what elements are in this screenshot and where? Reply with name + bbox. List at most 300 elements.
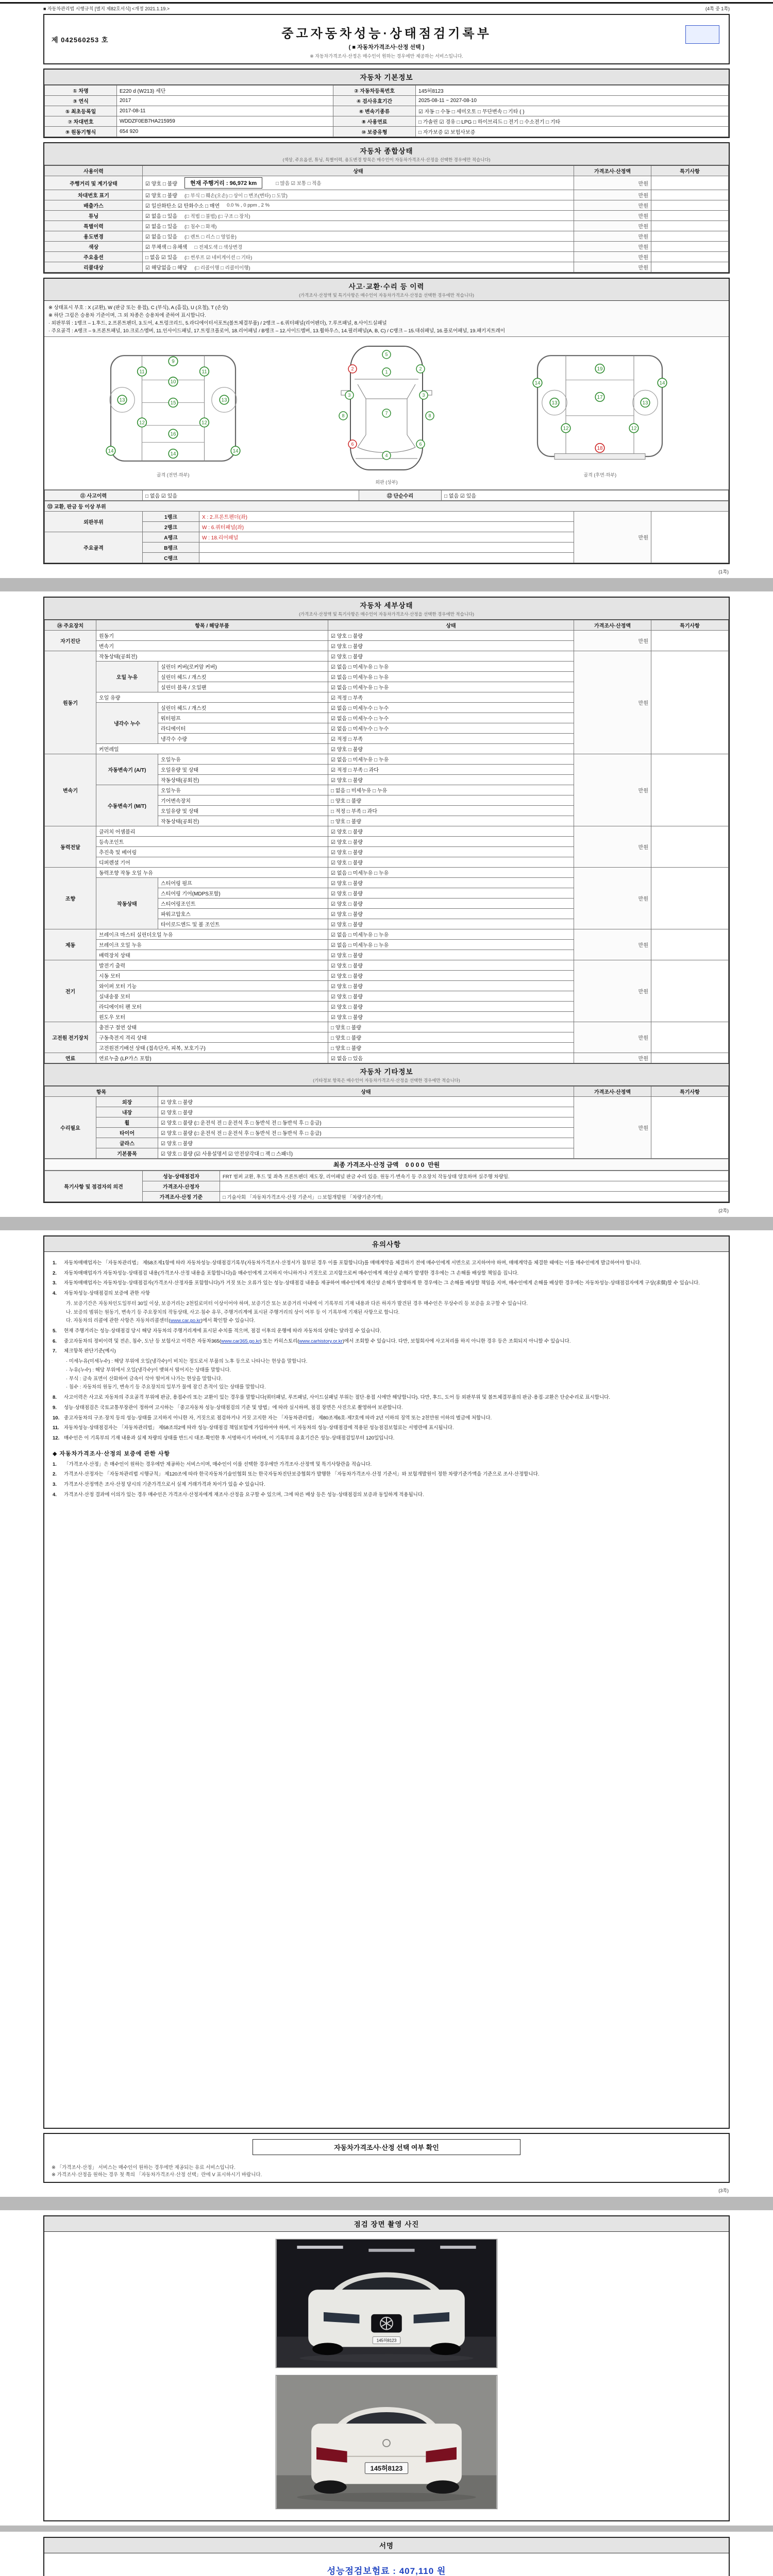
final-price-line [45, 1159, 729, 1171]
checkbox-options[interactable]: ☑ 없음 □ 있음 [145, 224, 177, 230]
car-diagrams [44, 337, 729, 490]
note-cell [651, 211, 729, 221]
item-label: 등속조인트 [96, 837, 328, 847]
outer-panel-label: 외판부위 [45, 512, 143, 532]
table-row [45, 754, 729, 765]
rear-frame-diagram [515, 349, 685, 468]
field-label: ② 자동차등록번호 [333, 86, 416, 96]
state-options [145, 253, 571, 261]
price-appraisal-select-section [43, 2133, 730, 2183]
notice-item [53, 1492, 720, 1499]
item-label: 오일누유 [158, 785, 328, 795]
item-label: 디퍼렌셜 기어 [96, 857, 328, 868]
section-title: 사고·교환·수리 등 이력 [348, 283, 425, 291]
section-note: (색상, 주요옵션, 튜닝, 특별이력, 용도변경 항목은 매수인이 자동차가격조사·산정을 선택한 경우에만 적습니다) [282, 157, 491, 162]
price-cell: 만원 [574, 221, 651, 231]
signature-section [43, 2537, 730, 2576]
part-number: 17 [597, 394, 603, 400]
item-label: 추진축 및 베어링 [96, 847, 328, 857]
notice-sub-text: · 미세누유(미세누수) : 해당 부위에 오일(냉각수)이 비치는 정도로서 부품의 노후 등으로 나타나는 현상을 말합니다. [66, 1359, 308, 1365]
notice-text: 매수인은 이 기록부의 기재 내용과 실제 차량의 상태를 반드시 대조·확인한 후 서명하시기 바라며, 이 기록부의 유효기간은 성능·상태점검일부터 120일입니다. [64, 1435, 395, 1441]
checkbox-group[interactable]: ☑ 양호 □ 불량 [328, 775, 574, 785]
notice-text: 자동차매매업자는 자동차성능·상태점검자(가격조사·산정자를 포함합니다)가 거짓 또는 오류가 있는 성능·상태점검 내용을 제공하여 매수인에게 재산상 손해가 발생하게 한 경우에는 그 손해를 배상할 책임을 지며, 매수인에게 손해를 배상한 경우에는 자동차성능·상태점검자에게 구상(求償)할 수 있습니다. [64, 1280, 700, 1286]
checkbox-options[interactable]: □ 없음 ☑ 있음 [145, 255, 177, 261]
part-number: 9 [171, 359, 175, 364]
item-label: 브레이크 마스터 실린더오일 누유 [96, 929, 328, 940]
legend-note: ※ 하단 그림은 승용차 기준이며, 그 외 차종은 승용차에 준하여 표시합니다. [48, 313, 206, 318]
note-cell [651, 754, 729, 826]
item-label: 기어변속장치 [158, 795, 328, 806]
detail-status-table [44, 620, 729, 1063]
checkbox-sub-options[interactable]: □ 전체도색 □ 색상변경 [194, 244, 243, 250]
section-title: 자동차 세부상태 [360, 602, 413, 609]
checkbox-group[interactable]: ☑ 양호 □ 불량 [328, 857, 574, 868]
price-cell: 만원 [574, 512, 651, 563]
note-cell [651, 176, 729, 190]
part-number: 12 [631, 425, 637, 431]
notice-text: 성능·상태점검은 국토교통부장관이 정하여 고시하는 「중고자동차 성능·상태점검의 기준 및 방법」에 따라 실시하며, 점검 장면은 사진으로 촬영하여 보관합니다. [64, 1404, 403, 1411]
table-row [45, 106, 729, 116]
external-link[interactable]: www.car.go.kr [170, 1318, 201, 1324]
rank-note-frame: · 주요골격 : A랭크 – 9.프론트패널, 10.크로스멤버, 11.인사이드패널, 17.트렁크플로어, 18.리어패널 / B랭크 – 12.사이드멤버, 13.휠하우스, 14.필러패널(A, B, C) / C랭크 – 15.대쉬패널, 16.플로어패널, 19.패키지트레이 [48, 328, 506, 334]
part-number: 2 [351, 366, 354, 371]
checkbox-sub-options[interactable]: (□ 침수 □ 화재) [184, 224, 217, 230]
checkbox-group[interactable]: ☑ 없음 □ 미세누수 □ 누수 [328, 723, 574, 734]
checkbox-group[interactable]: □ 자가보증 ☑ 보험사보증 [416, 127, 729, 137]
checkbox-sub-options[interactable]: 0.0 % , 0 ppm , 2 % [227, 202, 270, 208]
photo-rear-view [276, 2375, 497, 2509]
page-end-marker: (1쪽) [718, 569, 729, 574]
rank-value: W : 6.쿼터패널(좌) [199, 522, 574, 532]
item-label: 스티어링 펌프 [158, 878, 328, 888]
state-options [145, 263, 571, 271]
notice-item [53, 1404, 720, 1412]
checkbox-group[interactable]: □ 없음 □ 미세누유 □ 누유 [328, 785, 574, 795]
use-history-label: 색상 [45, 242, 143, 252]
field-label: ④ 검사유효기간 [333, 96, 416, 106]
checkbox-group[interactable]: ☑ 양호 □ 불량 [328, 878, 574, 888]
table-row [45, 262, 729, 273]
notice-item [53, 1415, 720, 1422]
etc-title-bar [44, 1063, 729, 1086]
item-label: 스티어링 기어(MDPS포함) [158, 888, 328, 899]
price-cell: 만원 [574, 200, 651, 211]
state-options [145, 243, 571, 250]
field-label: ⑥ 변속기종류 [333, 106, 416, 116]
notice-number: 5. [53, 1328, 57, 1334]
checkbox-group[interactable]: ☑ 양호 □ 불량 [328, 909, 574, 919]
table-row [45, 512, 729, 522]
checkbox-options[interactable]: ☑ 무채색 □ 유채색 [145, 245, 188, 250]
notice-text: 중고자동차의 구조·장치 등의 성능·상태를 고지하지 아니한 자, 거짓으로 점검하거나 거짓 고지한 자는 「자동차관리법」 제80조제6호·제7호에 따라 2년 이하의 징역 또는 2천만원 이하의 벌금에 처합니다. [64, 1415, 492, 1421]
rank-value: X : 2.프론트펜더(좌) [199, 512, 574, 522]
comprehensive-table [44, 165, 729, 273]
price-cell: 만원 [574, 190, 651, 200]
checkbox-group[interactable]: □ 양호 □ 불량 [328, 1032, 574, 1043]
checkbox-group[interactable]: ☑ 적정 □ 부족 [328, 734, 574, 744]
table-row [45, 929, 729, 940]
form-reference-row [43, 5, 730, 12]
item-label: 작동상태(공회전) [96, 651, 328, 662]
checkbox-group[interactable] [143, 262, 574, 273]
item-label: 와이퍼 모터 기능 [96, 981, 328, 991]
checkbox-group[interactable]: ☑ 양호 □ 불량 (☑ 사용설명서 ☑ 안전삼각대 □ 잭 □ 스패너) [158, 1148, 574, 1159]
checkbox-group[interactable]: ☑ 없음 □ 미세누유 □ 누유 [328, 672, 574, 682]
rank-label: B랭크 [143, 543, 199, 553]
note-cell [651, 1022, 729, 1053]
checkbox-group[interactable]: □ 양호 □ 불량 [328, 1022, 574, 1032]
field-value: 2017-08-11 [117, 106, 333, 116]
repair-label: ⑫ 단순수리 [359, 490, 442, 501]
license-plate-front: 145허8123 [376, 2338, 397, 2343]
note-cell [651, 651, 729, 754]
device-label: 자기진단 [45, 631, 96, 651]
checkbox-group[interactable]: ☑ 없음 □ 미세누유 □ 누유 [328, 868, 574, 878]
opinion-label: 특기사항 및 점검자의 의견 [45, 1171, 143, 1202]
checkbox-group[interactable]: ☑ 양호 □ 불량 [158, 1097, 574, 1107]
part-number: 13 [551, 400, 558, 406]
rank-label: C랭크 [143, 553, 199, 563]
table-row [45, 631, 729, 641]
checkbox-group[interactable]: ☑ 없음 □ 미세누수 □ 누수 [328, 703, 574, 713]
part-number: 15 [170, 400, 176, 406]
checkbox-group[interactable] [143, 252, 574, 262]
device-label: 고전원 전기장치 [45, 1022, 96, 1053]
notice-text: 현재 주행거리는 성능·상태점검 당시 해당 자동차의 주행거리계에 표시된 수치를 적으며, 점검 이후의 운행에 따라 자동차의 상태는 달라질 수 있습니다. [64, 1328, 381, 1334]
checkbox-group[interactable]: ☑ 양호 □ 불량 [158, 1107, 574, 1117]
accident-flags-table [44, 490, 729, 501]
photo-front-view [276, 2239, 497, 2368]
notice-item [53, 1280, 720, 1287]
part-number: 5 [385, 352, 388, 357]
rank-label: A랭크 [143, 532, 199, 543]
note-cell [651, 631, 729, 651]
checkbox-group[interactable]: ☑ 양호 □ 불량 [328, 631, 574, 641]
notice-number: 2. [53, 1270, 57, 1276]
use-history-label: 리콜대상 [45, 262, 143, 273]
table-row [45, 190, 729, 200]
device-label: 연료 [45, 1053, 96, 1063]
checkbox-group[interactable]: ☑ 양호 □ 불량 [328, 641, 574, 651]
part-number: 11 [201, 368, 207, 375]
notice-number: 9. [53, 1404, 57, 1411]
checkbox-group[interactable]: □ 없음 ☑ 있음 [442, 490, 729, 501]
checkbox-group[interactable]: ☑ 양호 □ 불량 [328, 981, 574, 991]
checkbox-options[interactable]: ☑ 없음 □ 있음 [145, 214, 177, 219]
checkbox-group[interactable]: ☑ 양호 □ 불량 [328, 651, 574, 662]
external-link[interactable]: www.car365.go.kr [221, 1338, 260, 1344]
checkbox-group[interactable]: ☑ 없음 □ 있음 [328, 1053, 574, 1063]
col-state: 상태 [158, 1087, 574, 1097]
checkbox-group[interactable]: ☑ 양호 □ 불량 (□ 운전석 전 □ 운전석 후 □ 동반석 전 □ 동반석 후 □ 응급) [158, 1128, 574, 1138]
notice-number: 4. [53, 1291, 57, 1297]
price-cell: 만원 [574, 1053, 651, 1063]
checkbox-group[interactable]: ☑ 양호 □ 불량 [328, 1002, 574, 1012]
checkbox-group[interactable] [143, 176, 574, 190]
item-label: 실내송풍 모터 [96, 991, 328, 1002]
notice-title-bar [44, 1236, 729, 1252]
notice-number: 4. [53, 1492, 57, 1498]
rank-value: W : 18.리어패널 [199, 532, 574, 543]
checkbox-group[interactable]: ☑ 양호 □ 불량 [328, 1012, 574, 1022]
state-options [145, 177, 571, 189]
part-number: 12 [139, 419, 145, 426]
item-label: 스티어링조인트 [158, 899, 328, 909]
price-cell: 만원 [574, 242, 651, 252]
item-label: 윈도우 모터 [96, 1012, 328, 1022]
part-number: 14 [232, 448, 239, 454]
note-cell [651, 242, 729, 252]
top-divider [0, 2, 773, 4]
table-row [45, 1053, 729, 1063]
part-number: 12 [201, 419, 207, 426]
table-row [45, 116, 729, 127]
part-number: 14 [659, 380, 665, 386]
notice-item [53, 1461, 720, 1469]
checkbox-group[interactable]: ☑ 양호 □ 불량 [328, 971, 574, 981]
checkbox-group[interactable]: ☑ 양호 □ 불량 [158, 1138, 574, 1148]
notice-text: 「가격조사·산정」은 매수인이 원하는 경우에만 제공하는 서비스이며, 매수인이 이를 선택한 경우에만 가격조사·산정액 및 특기사항란을 적습니다. [64, 1461, 372, 1467]
comprehensive-status-section [43, 142, 730, 274]
notice-number: 1. [53, 1260, 57, 1266]
license-plate-rear: 145허8123 [370, 2464, 403, 2472]
note-cell [651, 262, 729, 273]
table-row [45, 96, 729, 106]
state-code-legend [44, 301, 729, 337]
comprehensive-title-bar [44, 143, 729, 165]
checkbox-group[interactable]: ☑ 없음 □ 미세누유 □ 누유 [328, 682, 574, 692]
rank-note-outer: · 외판부위 : 1랭크 – 1.후드, 2.프론트펜더, 3.도어, 4.트렁크리드, 5.라디에이터서포트(볼트체결부품) / 2랭크 – 6.쿼터패널(리어펜더), 7.루프패널, 8.사이드실패널 [48, 320, 387, 326]
notice-number: 10. [53, 1415, 60, 1421]
checkbox-group[interactable]: □ 기술사회 「자동차가격조사·산정 기준서」 □ 보험개발원 「차량기준가액」 [220, 1192, 729, 1202]
rank-label: 1랭크 [143, 512, 199, 522]
checkbox-options[interactable]: ☑ 일산화탄소 ☑ 탄화수소 □ 매연 [145, 204, 220, 209]
item-label: 내장 [96, 1107, 158, 1117]
diagram-caption: 골격 (전면·하부) [156, 472, 190, 478]
checkbox-group[interactable]: ☑ 양호 □ 불량 [328, 744, 574, 754]
diagram-rear-frame [515, 349, 685, 478]
table-row [45, 221, 729, 231]
checkbox-group[interactable]: ☑ 양호 □ 불량 [328, 826, 574, 837]
checkbox-group[interactable]: ☑ 없음 □ 미세누유 □ 누유 [328, 754, 574, 765]
device-label: 원동기 [45, 651, 96, 754]
rank-label: 2랭크 [143, 522, 199, 532]
notice-sub-text: 다. 자동차의 리콜에 관한 사항은 자동차리콜센터(www.car.go.kr)에서 확인할 수 있습니다. [66, 1318, 256, 1324]
select-note-line: ※ 가격조사·산정을 원하는 경우 첫 쪽의 「자동차가격조사·산정 선택」란에 V 표시하시기 바랍니다. [52, 2172, 262, 2178]
price-cell: 만원 [574, 1097, 651, 1159]
checkbox-group[interactable]: ☑ 양호 □ 불량 [328, 899, 574, 909]
section-divider-band [0, 1217, 773, 1230]
section-note: (가격조사·산정액 및 특기사항은 매수인이 자동차가격조사·산정을 선택한 경우에만 적습니다) [299, 612, 474, 617]
checkbox-options[interactable]: ☑ 양호 □ 불량 [145, 193, 177, 199]
checkbox-sub-options[interactable]: □ 많음 ☑ 보통 □ 적음 [276, 181, 322, 187]
field-value: WDDZF0EB7HA215959 [117, 116, 333, 127]
checkbox-group[interactable]: □ 가솔린 ☑ 경유 □ LPG □ 하이브리드 □ 전기 □ 수소전기 □ 기타 [416, 116, 729, 127]
final-price-row [45, 1159, 729, 1171]
checkbox-group[interactable]: ☑ 양호 □ 불량 [328, 847, 574, 857]
main-frame-label: 주요골격 [45, 532, 143, 563]
price-cell: 만원 [574, 868, 651, 929]
checkbox-group[interactable]: ☑ 없음 □ 미세누유 □ 누유 [328, 929, 574, 940]
exchange-panel-table [44, 501, 729, 563]
checkbox-group[interactable]: ☑ 양호 □ 불량 [328, 888, 574, 899]
checkbox-group[interactable]: □ 양호 □ 불량 [328, 795, 574, 806]
form-reference: ■ 자동차관리법 시행규칙 [별지 제82호서식] <개정 2021.1.19.> [43, 6, 170, 11]
checkbox-group[interactable] [143, 211, 574, 221]
checkbox-options[interactable]: ☑ 없음 □ 있음 [145, 234, 177, 240]
checkbox-group[interactable]: □ 양호 □ 불량 [328, 1043, 574, 1053]
notice-item [53, 1270, 720, 1278]
price-cell: 만원 [574, 754, 651, 826]
table-row [45, 826, 729, 837]
price-cell: 만원 [574, 929, 651, 960]
checkbox-sub-options[interactable]: (□ 리콜이행 □ 리콜미이행) [194, 265, 250, 271]
use-history-label: 튜닝 [45, 211, 143, 221]
notice-item [53, 1260, 720, 1267]
field-value: E220 d (W213) 세단 [117, 86, 333, 96]
item-label: 오일 유량 [96, 692, 328, 703]
table-row [45, 651, 729, 662]
checkbox-group[interactable]: ☑ 양호 □ 불량 [328, 960, 574, 971]
item-label: 배력장치 상태 [96, 950, 328, 960]
col-price: 가격조사·산정액 [574, 1087, 651, 1097]
price-option-subtitle[interactable]: ( ■ 자동차가격조사·산정 선택 ) [348, 44, 425, 50]
col-note: 특기사항 [651, 1087, 729, 1097]
item-label: 오일유량 및 상태 [158, 765, 328, 775]
checkbox-sub-options[interactable]: (□ 썬루프 ☑ 네비게이션 □ 기타) [184, 255, 253, 261]
checkbox-sub-options[interactable]: (□ 부식 □ 훼손(오손) □ 상이 □ 변조(변타) □ 도말) [184, 193, 288, 199]
section-title: 자동차 종합상태 [360, 147, 413, 155]
device-label: 전기 [45, 960, 96, 1022]
part-number: 8 [428, 413, 431, 418]
checkbox-sub-options[interactable]: (□ 렌트 □ 리스 □ 영업용) [184, 234, 237, 240]
price-cell: 만원 [574, 176, 651, 190]
checkbox-group[interactable]: ☑ 없음 □ 미세누유 □ 누유 [328, 662, 574, 672]
checkbox-options[interactable]: ☑ 해당없음 □ 해당 [145, 265, 188, 271]
checkbox-group[interactable] [143, 231, 574, 242]
price-cell: 만원 [574, 1022, 651, 1053]
notice-item [53, 1425, 720, 1432]
use-history-label: 용도변경 [45, 231, 143, 242]
checkbox-group[interactable]: □ 적정 □ 부족 □ 과다 [328, 806, 574, 816]
table-row [45, 501, 729, 512]
checkbox-group[interactable]: ☑ 양호 □ 불량 [328, 991, 574, 1002]
select-box-title: 자동차가격조사·산정 선택 여부 확인 [253, 2139, 520, 2155]
notice-text: 자동차성능·상태점검의 보증에 관한 사항 [64, 1291, 150, 1297]
accident-history-section [43, 278, 730, 564]
external-link[interactable]: www.carhistory.or.kr [299, 1338, 343, 1344]
checkbox-options[interactable]: ☑ 양호 □ 불량 [145, 181, 177, 187]
item-label: 발전기 출력 [96, 960, 328, 971]
checkbox-group[interactable]: ☑ 양호 □ 불량 [328, 919, 574, 929]
item-label: 휠 [96, 1117, 158, 1128]
part-number: 13 [221, 397, 227, 403]
part-number: 13 [119, 397, 125, 403]
sub-group-label: 수동변속기 (M/T) [96, 785, 158, 826]
notice-number: 7. [53, 1348, 57, 1354]
notice-section [43, 1235, 730, 2129]
item-label: 라디에이터 팬 모터 [96, 1002, 328, 1012]
notice-item [53, 1394, 720, 1402]
part-number: 8 [342, 413, 345, 418]
item-label: 작동상태(공회전) [158, 775, 328, 785]
checkbox-group[interactable]: ☑ 양호 □ 불량 [328, 837, 574, 847]
part-number: 6 [351, 442, 354, 447]
insurance-premium [53, 2564, 720, 2576]
item-label: 오일유량 및 상태 [158, 806, 328, 816]
checkbox-group[interactable] [143, 200, 574, 211]
field-label: ⑤ 최초등록일 [45, 106, 117, 116]
table-row [45, 252, 729, 262]
part-number: 13 [642, 400, 648, 406]
checkbox-group[interactable] [143, 190, 574, 200]
part-number: 14 [170, 451, 176, 457]
item-label: 글라스 [96, 1138, 158, 1148]
part-number: 14 [108, 448, 114, 454]
part-number: 1 [385, 369, 388, 375]
checkbox-group[interactable] [143, 242, 574, 252]
notice-number: 2. [53, 1471, 57, 1478]
part-number: 6 [419, 442, 422, 447]
checkbox-group[interactable]: ☑ 자동 □ 수동 □ 세미오토 □ 무단변속 □ 기타 ( ) [416, 106, 729, 116]
item-label: 워터펌프 [158, 713, 328, 723]
field-value: 145허8123 [416, 86, 729, 96]
notice-number: 1. [53, 1461, 57, 1467]
checkbox-group[interactable]: ☑ 양호 □ 불량 [328, 950, 574, 960]
col-device: ⑭ 주요장치 [45, 620, 96, 631]
signature-body [44, 2553, 729, 2576]
notice-item [53, 1471, 720, 1479]
select-notes [44, 2159, 729, 2182]
sub-group-label: 자동변속기 (A/T) [96, 754, 158, 785]
item-label: 고전원전기배선 상태 (접속단자, 피복, 보호기구) [96, 1043, 328, 1053]
checkbox-group[interactable]: ☑ 적정 □ 부족 □ 과다 [328, 765, 574, 775]
use-history-label: 배출가스 [45, 200, 143, 211]
detail-title-bar [44, 598, 729, 620]
notice-text: 가격조사·산정자는 「자동차관리법 시행규칙」 제120조에 따라 한국자동차기술인협회 또는 한국자동차진단보증협회가 발행한 「자동차가격조사·산정 기준서」와 보험개발원이 정한 차량기준가액을 기준으로 조사·산정합니다. [64, 1471, 540, 1478]
note-cell [651, 200, 729, 211]
notice-text: 사고이력은 사고로 자동차의 주요골격 부위에 판금, 용접수리 또는 교환이 있는 경우를 말합니다(쿼터패널, 루프패널, 사이드실패널 부위는 절단·용접 시에만 해당합니다). 다만, 후드, 도어 등 외판부위 및 볼트체결부품의 판금·용접·교환은 단순수리로 표시합니다. [64, 1395, 610, 1401]
state-options [145, 201, 571, 209]
table-row [45, 1171, 729, 1181]
detail-status-section [43, 597, 730, 1203]
checkbox-group[interactable] [143, 221, 574, 231]
field-label: ③ 연식 [45, 96, 117, 106]
checkbox-group[interactable]: ☑ 없음 □ 미세누유 □ 누유 [328, 940, 574, 950]
state-options [145, 212, 571, 219]
notice-sub-text: 가. 보증기간은 자동차인도일부터 30일 이상, 보증거리는 2천킬로미터 이상이어야 하며, 보증기간 또는 보증거리 이내에 이 기록부의 기재 내용과 다른 하자가 발견된 경우 매수인은 무상수리 등 보증을 요구할 수 있습니다. [66, 1300, 528, 1307]
item-label: 충전구 절연 상태 [96, 1022, 328, 1032]
basic-info-section [43, 69, 730, 138]
part-number: 2 [419, 366, 422, 371]
checkbox-group[interactable]: ☑ 적정 □ 부족 [328, 692, 574, 703]
state-options [145, 191, 571, 199]
item-label: 타이어 [96, 1128, 158, 1138]
basic-info-table [44, 85, 729, 137]
checkbox-group[interactable]: □ 없음 ☑ 있음 [143, 490, 359, 501]
note-cell [651, 1053, 729, 1063]
item-label: 작동상태(공회전) [158, 816, 328, 826]
checkbox-group[interactable]: ☑ 없음 □ 미세누수 □ 누수 [328, 713, 574, 723]
notice-text: 자동차매매업자가 자동차성능·상태점검 내용(가격조사·산정 내용을 포함합니다)을 매수인에게 고지하지 아니하거나 거짓으로 고지함으로써 매수인에게 재산상 손해가 발생한 경우에는 그 손해를 배상할 책임을 집니다. [64, 1270, 519, 1276]
table-row [45, 242, 729, 252]
checkbox-sub-options[interactable]: (□ 적법 □ 불법) (□ 구조 □ 장치) [184, 213, 250, 219]
checkbox-group[interactable]: ☑ 양호 □ 불량 (□ 운전석 전 □ 운전석 후 □ 동반석 전 □ 동반석 후 □ 응급) [158, 1117, 574, 1128]
checkbox-group[interactable]: □ 양호 □ 불량 [328, 816, 574, 826]
item-label: 구동축전지 격리 상태 [96, 1032, 328, 1043]
field-label: ⑦ 차대번호 [45, 116, 117, 127]
table-row [45, 490, 729, 501]
